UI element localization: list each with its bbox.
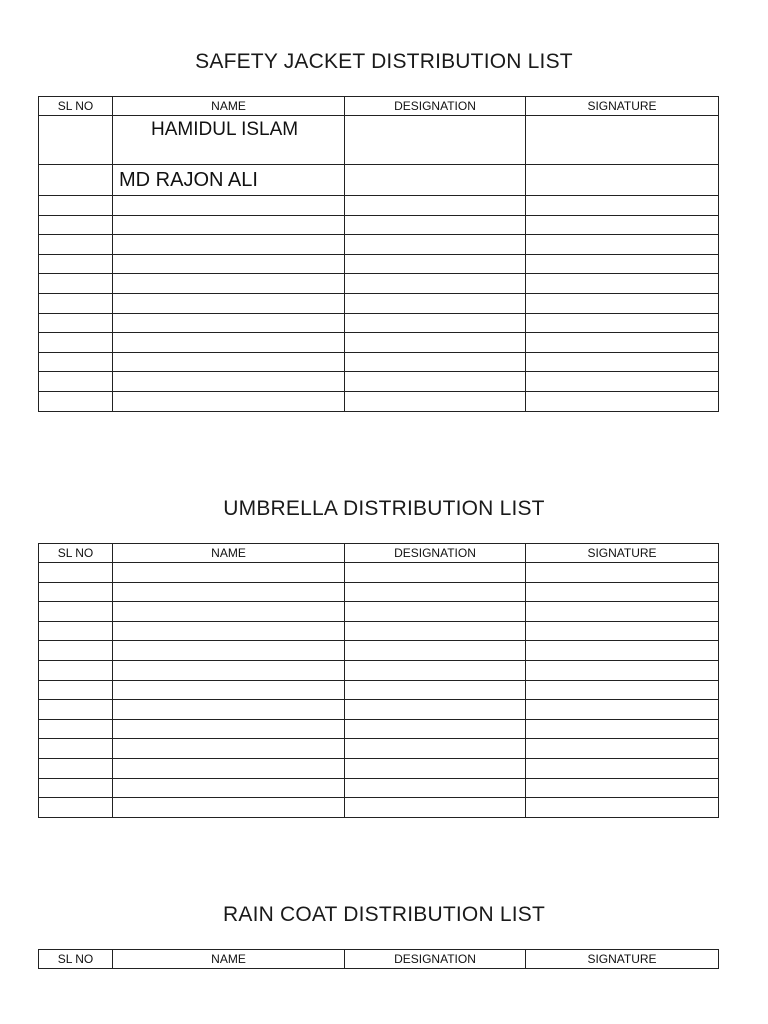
umbrella-title: UMBRELLA DISTRIBUTION LIST: [223, 497, 545, 520]
designation-cell[interactable]: [345, 719, 526, 739]
designation-cell[interactable]: [345, 116, 526, 165]
signature-cell[interactable]: [526, 660, 719, 680]
table-row: [39, 235, 719, 255]
designation-cell[interactable]: [345, 758, 526, 778]
table-row: [39, 165, 719, 196]
signature-cell[interactable]: [526, 621, 719, 641]
signature-cell[interactable]: [526, 700, 719, 720]
designation-cell[interactable]: [345, 333, 526, 353]
name-cell[interactable]: [113, 798, 345, 818]
sl-no-cell[interactable]: [39, 391, 113, 411]
designation-cell[interactable]: [345, 215, 526, 235]
signature-cell[interactable]: [526, 274, 719, 294]
signature-cell[interactable]: [526, 641, 719, 661]
signature-cell[interactable]: [526, 680, 719, 700]
header-designation: DESIGNATION: [345, 97, 526, 116]
header-signature: SIGNATURE: [526, 544, 719, 563]
name-cell[interactable]: [113, 719, 345, 739]
table-row: [39, 293, 719, 313]
sl-no-cell[interactable]: [39, 719, 113, 739]
designation-cell[interactable]: [345, 165, 526, 196]
table-row: [39, 680, 719, 700]
table-row: [39, 582, 719, 602]
table-row: [39, 313, 719, 333]
designation-cell[interactable]: [345, 739, 526, 759]
header-signature: SIGNATURE: [526, 950, 719, 969]
signature-cell[interactable]: [526, 739, 719, 759]
signature-cell[interactable]: [526, 758, 719, 778]
sl-no-cell[interactable]: [39, 739, 113, 759]
table-row: [39, 391, 719, 411]
designation-cell[interactable]: [345, 621, 526, 641]
designation-cell[interactable]: [345, 235, 526, 255]
table-row: [39, 758, 719, 778]
designation-cell[interactable]: [345, 563, 526, 583]
designation-cell[interactable]: [345, 582, 526, 602]
rain-coat-title: RAIN COAT DISTRIBUTION LIST: [223, 903, 545, 926]
table-row: [39, 660, 719, 680]
table-row: [39, 778, 719, 798]
name-cell[interactable]: [113, 254, 345, 274]
header-name: NAME: [113, 544, 345, 563]
signature-cell[interactable]: [526, 582, 719, 602]
name-cell[interactable]: [113, 739, 345, 759]
name-cell[interactable]: [113, 680, 345, 700]
table-row: [39, 798, 719, 818]
sl-no-cell[interactable]: [39, 333, 113, 353]
header-signature: SIGNATURE: [526, 97, 719, 116]
name-cell[interactable]: [113, 758, 345, 778]
designation-cell[interactable]: [345, 313, 526, 333]
designation-cell[interactable]: [345, 660, 526, 680]
signature-cell[interactable]: [526, 372, 719, 392]
sl-no-cell[interactable]: [39, 602, 113, 622]
sl-no-cell[interactable]: [39, 165, 113, 196]
name-cell[interactable]: [113, 582, 345, 602]
table-row: [39, 641, 719, 661]
table-row: [39, 621, 719, 641]
name-cell[interactable]: [113, 215, 345, 235]
name-cell[interactable]: [113, 333, 345, 353]
sl-no-cell[interactable]: [39, 196, 113, 216]
name-cell[interactable]: [113, 313, 345, 333]
name-cell[interactable]: MD RAJON ALI: [113, 165, 345, 196]
signature-cell[interactable]: [526, 602, 719, 622]
designation-cell[interactable]: [345, 680, 526, 700]
rain-coat-table: [38, 949, 719, 969]
signature-cell[interactable]: [526, 165, 719, 196]
table-header-row: [39, 544, 719, 563]
designation-cell[interactable]: [345, 778, 526, 798]
name-cell[interactable]: [113, 778, 345, 798]
designation-cell[interactable]: [345, 602, 526, 622]
header-designation: DESIGNATION: [345, 544, 526, 563]
table-row: [39, 372, 719, 392]
table-row: [39, 352, 719, 372]
name-cell[interactable]: HAMIDUL ISLAM: [113, 116, 345, 165]
name-cell[interactable]: [113, 563, 345, 583]
sl-no-cell[interactable]: [39, 563, 113, 583]
designation-cell[interactable]: [345, 372, 526, 392]
signature-cell[interactable]: [526, 293, 719, 313]
designation-cell[interactable]: [345, 798, 526, 818]
signature-cell[interactable]: [526, 254, 719, 274]
safety-jacket-title: SAFETY JACKET DISTRIBUTION LIST: [195, 50, 573, 73]
designation-cell[interactable]: [345, 196, 526, 216]
name-cell[interactable]: [113, 602, 345, 622]
table-row: [39, 739, 719, 759]
signature-cell[interactable]: [526, 719, 719, 739]
signature-cell[interactable]: [526, 563, 719, 583]
name-cell[interactable]: [113, 641, 345, 661]
table-row: [39, 116, 719, 165]
name-cell[interactable]: [113, 196, 345, 216]
signature-cell[interactable]: [526, 778, 719, 798]
designation-cell[interactable]: [345, 391, 526, 411]
sl-no-cell[interactable]: [39, 215, 113, 235]
sl-no-cell[interactable]: [39, 352, 113, 372]
name-cell[interactable]: [113, 352, 345, 372]
table-row: [39, 254, 719, 274]
designation-cell[interactable]: [345, 700, 526, 720]
sl-no-cell[interactable]: [39, 582, 113, 602]
sl-no-cell[interactable]: [39, 641, 113, 661]
table-row: [39, 333, 719, 353]
sl-no-cell[interactable]: [39, 798, 113, 818]
name-cell[interactable]: [113, 391, 345, 411]
sl-no-cell[interactable]: [39, 621, 113, 641]
table-row: [39, 196, 719, 216]
sl-no-cell[interactable]: [39, 116, 113, 165]
sl-no-cell[interactable]: [39, 274, 113, 294]
table-row: [39, 602, 719, 622]
sl-no-cell[interactable]: [39, 660, 113, 680]
signature-cell[interactable]: [526, 333, 719, 353]
designation-cell[interactable]: [345, 352, 526, 372]
sl-no-cell[interactable]: [39, 778, 113, 798]
header-designation: DESIGNATION: [345, 950, 526, 969]
signature-cell[interactable]: [526, 215, 719, 235]
name-cell[interactable]: [113, 660, 345, 680]
sl-no-cell[interactable]: [39, 680, 113, 700]
sl-no-cell[interactable]: [39, 700, 113, 720]
header-name: NAME: [113, 97, 345, 116]
umbrella-table: [38, 543, 719, 818]
sl-no-cell[interactable]: [39, 235, 113, 255]
signature-cell[interactable]: [526, 352, 719, 372]
signature-cell[interactable]: [526, 116, 719, 165]
signature-cell[interactable]: [526, 235, 719, 255]
header-sl-no: SL NO: [39, 97, 113, 116]
designation-cell[interactable]: [345, 641, 526, 661]
name-cell[interactable]: [113, 621, 345, 641]
table-row: [39, 563, 719, 583]
signature-cell[interactable]: [526, 313, 719, 333]
designation-cell[interactable]: [345, 293, 526, 313]
sl-no-cell[interactable]: [39, 293, 113, 313]
signature-cell[interactable]: [526, 391, 719, 411]
table-header-row: [39, 97, 719, 116]
table-header-row: [39, 950, 719, 969]
sl-no-cell[interactable]: [39, 758, 113, 778]
header-sl-no: SL NO: [39, 544, 113, 563]
name-cell[interactable]: [113, 274, 345, 294]
table-row: [39, 215, 719, 235]
signature-cell[interactable]: [526, 798, 719, 818]
sl-no-cell[interactable]: [39, 372, 113, 392]
sl-no-cell[interactable]: [39, 254, 113, 274]
name-cell[interactable]: [113, 372, 345, 392]
name-cell[interactable]: [113, 293, 345, 313]
name-cell[interactable]: [113, 700, 345, 720]
table-row: [39, 700, 719, 720]
table-row: [39, 274, 719, 294]
designation-cell[interactable]: [345, 254, 526, 274]
header-sl-no: SL NO: [39, 950, 113, 969]
sl-no-cell[interactable]: [39, 313, 113, 333]
designation-cell[interactable]: [345, 274, 526, 294]
table-row: [39, 719, 719, 739]
header-name: NAME: [113, 950, 345, 969]
safety-jacket-table: [38, 96, 719, 412]
name-cell[interactable]: [113, 235, 345, 255]
signature-cell[interactable]: [526, 196, 719, 216]
